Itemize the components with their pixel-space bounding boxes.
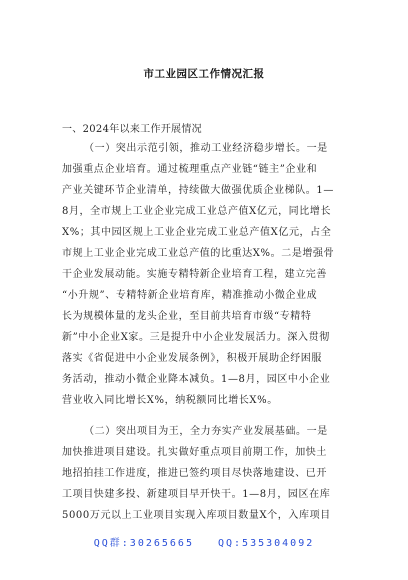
footer-qq-group: QQ群:30265665 [93,538,194,549]
paragraph-line: 加快推进项目建设。扎实做好重点项目前期工作，加快土 [62,447,327,458]
paragraph-line: 加强重点企业培育。通过梳理重点产业链“链主”企业和 [62,164,318,175]
paragraph-line: 营业收入同比增长X%，纳税额同比增长X%。 [62,395,278,406]
paragraph-line: 地招拍挂工作进度，推进已签约项目尽快落地建设、已开 [62,468,327,479]
paragraph-line: 产业关键环节企业清单，持续做大做强优质企业梯队。1— [62,185,334,196]
paragraph-line: （二）突出项目为王，全力夯实产业发展基础。一是 [84,426,328,437]
paragraph-line: 工项目快建多投、新建项目早开快干。1—8月，园区在库 [62,489,331,500]
section-heading: 一、2024年以来工作开展情况 [62,124,202,135]
paragraph-line: 新”中小企业X家。三是提升中小企业发展活力。深入贯彻 [62,332,330,343]
paragraph-line: 干企业发展动能。实施专精特新企业培育工程，建立完善 [62,269,327,280]
paragraph-line: X%；其中园区规上工业企业完成工业总产值X亿元，占全 [62,227,332,238]
footer-contact [0,534,408,549]
paragraph-line: 务活动，推动小微企业降本减负。1—8月，园区中小企业 [62,374,331,385]
footer-qq-number: QQ:535304092 [218,538,315,549]
paragraph-line: “小升规”、专精特新企业培育库，精准推动小微企业成 [62,290,318,301]
paragraph-line: 8月，全市规上工业企业完成工业总产值X亿元，同比增长 [62,206,332,217]
paragraph-line: 5000万元以上工业项目实现入库项目数量X个，入库项目 [62,510,331,521]
paragraph-line: 落实《省促进中小企业发展条例》，积极开展助企纾困服 [62,353,322,364]
paragraph-line: （一）突出示范引领，推动工业经济稳步增长。一是 [84,143,328,154]
paragraph-line: 长为规模体量的龙头企业，至目前共培育市级“专精特 [62,311,312,322]
paragraph-line: 市规上工业企业完成工业总产值的比重达X%。二是增强骨 [62,248,335,259]
document-title: 市工业园区工作情况汇报 [143,68,265,80]
